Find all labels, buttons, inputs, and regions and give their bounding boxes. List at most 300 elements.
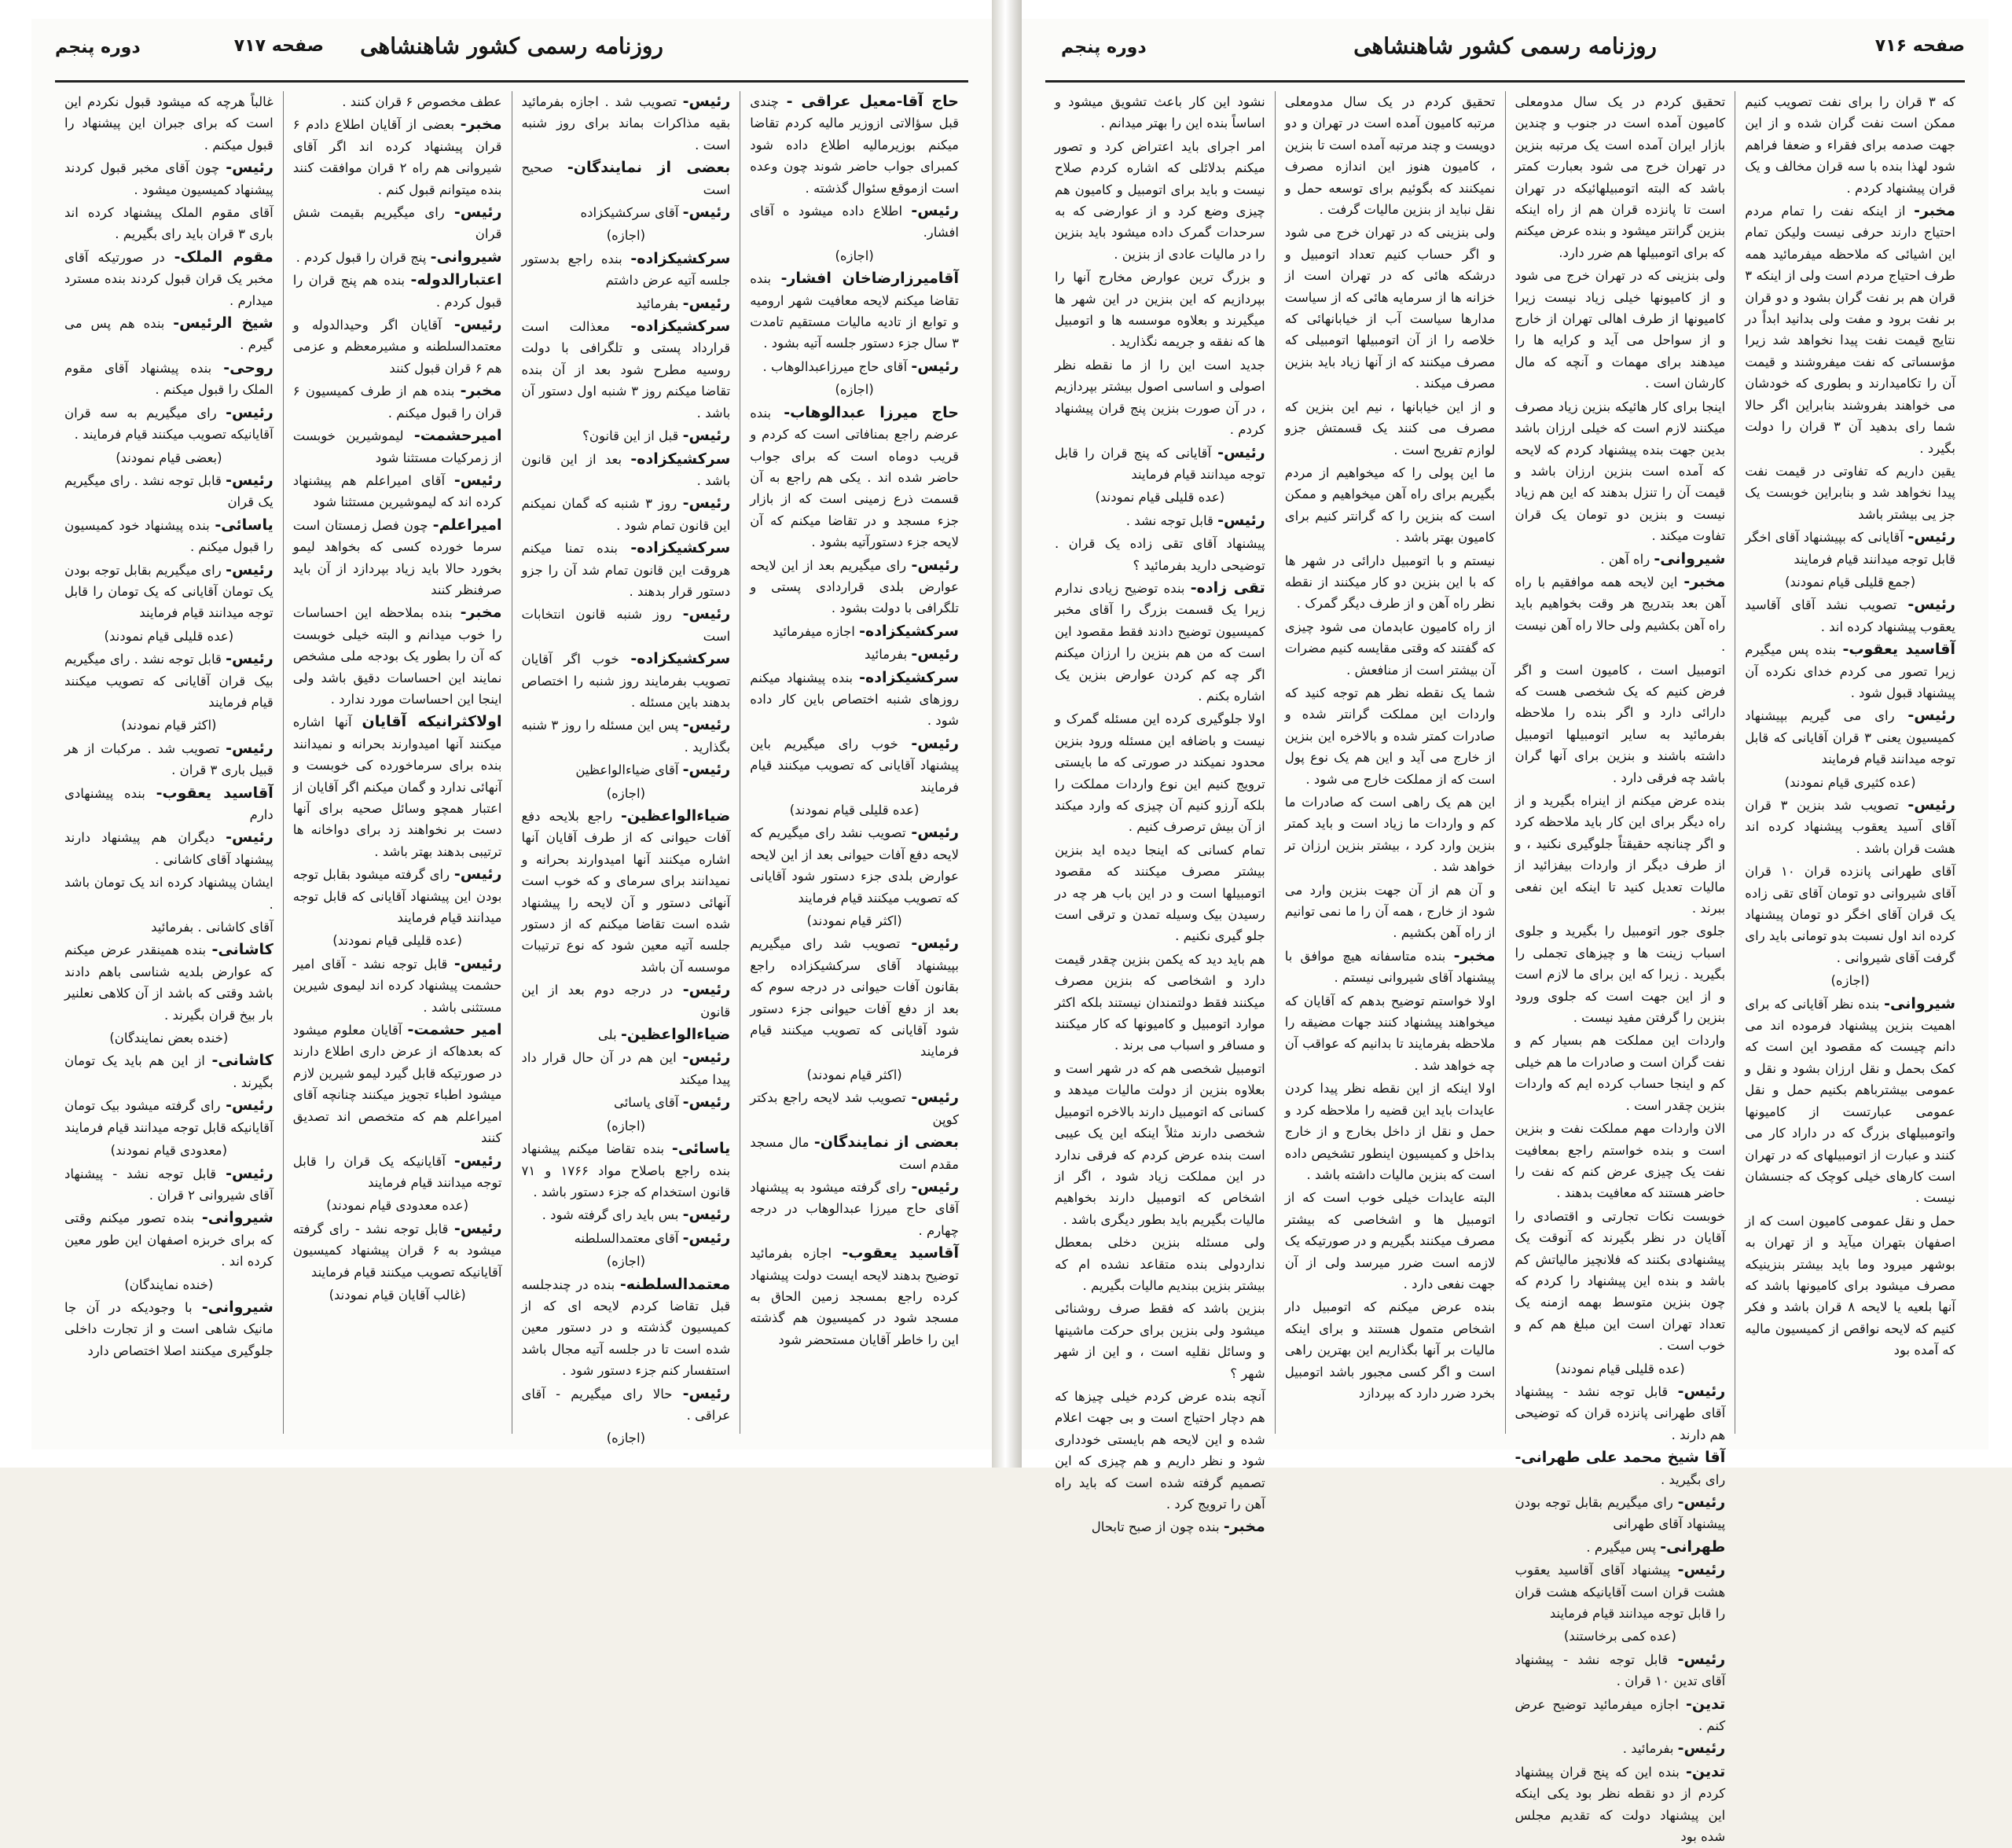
stage-note: (اجازه) <box>835 382 874 398</box>
paragraph <box>293 470 502 513</box>
stage-note: (عده قلیلی قیام نمودند) <box>1555 1361 1685 1376</box>
speech-text: بنده تقاضا میکنم لایحه معافیت شهر ارومیه و توابع از تادیه مالیات مستقیم تامدت ۳ سال جزء دستور جلسه آتیه بشود . <box>750 271 959 351</box>
speaker-name: تقی زاده- <box>1190 579 1265 597</box>
speech-text: این هم در آن حال قرار داد پیدا میکند <box>521 1050 731 1087</box>
speech-text: بنده نظر آقایانی که برای اهمیت بنزین پیشنهاد فرموده اند می دانم چیست که مقصود این است که کمک بحمل و نقل ارزان بشود و نقل و عمومی بیشترباهم بکنیم حمل و نقل عمومی عبارتست از کامیونها واتومبیلهای بزرگ که در داراد کار می کنند و عبارت از اتومبیلهای که در تهران است کارهای خیلی کوچک که جنسشان نیست . <box>1745 996 1955 1206</box>
paragraph <box>64 715 274 736</box>
stage-note: (اجازه) <box>606 1431 646 1446</box>
paragraph <box>1745 772 1955 793</box>
speaker-name: مخبر- <box>1914 202 1956 220</box>
speaker-name: رئیس- <box>453 954 502 972</box>
speaker-name: رئیس- <box>1677 1382 1726 1400</box>
speaker-name: رئیس- <box>226 1097 274 1115</box>
paragraph <box>1745 994 1955 1209</box>
stage-note: (اجازه) <box>606 1254 646 1269</box>
speaker-name: رئیس- <box>1677 1493 1726 1511</box>
paragraph <box>1285 792 1496 878</box>
speech-text: تحقیق کردم در یک سال مدومعلی کامیون آمده است در جنوب و چندین بازار ایران آمده است یک مرتبه بنزین در تهران خرج می شود بعبارت کمتر باشد که البته اتومبیلهائیکه در تهران است تا پانزده قران هم از راه اینکه بنزین گرانتر میشود و بنده عرض میکنم که برای اتومبیلها هم ضرر دارد. <box>1515 94 1726 260</box>
paragraph <box>1515 1030 1726 1116</box>
paragraph <box>522 248 731 292</box>
speech-text: آقای امیراعلم هم پیشنهاد کرده اند که لیموشیرین مستثنا شود <box>292 472 502 510</box>
speaker-name: رئیس- <box>453 1152 502 1170</box>
speech-text: عطف مخصوص ۶ قران کنند . <box>342 94 502 109</box>
speech-text: بنده عرض میکنم که اتومبیل دار اشخاص متمول هستند و برای اینکه مالیات بر آنها بگذاریم این بهترین راهی است و اگر کسی مجبور باشد اتومبیل بخرد ضرر دارد که بپردازد <box>1284 1299 1496 1401</box>
speaker-name: رئیس- <box>1907 707 1955 725</box>
speech-text: ولی بنزینی که در تهران خرج می شود و از کامیونها خیلی زیاد نیست زیرا کامیونها از طرف اهالی تهران از خارج و از سواحل می آید و کرایه ها را میدهند برای مهمات و آنچه که مال کارشان است . <box>1515 268 1726 391</box>
speech-text: پنج قران را قبول کردم . <box>296 249 427 265</box>
speaker-name: رئیس- <box>226 739 274 757</box>
speaker-name: آقاسید یعقوب- <box>1842 641 1956 659</box>
speech-text: پیشنهاد آقای آقاسید یعقوب هشت قران است آقایانیکه هشت قران را قابل توجه میدانند قیام فرمایند <box>1515 1563 1726 1622</box>
paragraph <box>1055 1232 1265 1296</box>
paragraph <box>64 1140 274 1161</box>
speech-text: بنده پس میگیرم زیرا تصور می کردم خدای نکرده آن پیشنهاد قبول شود . <box>1745 642 1955 700</box>
paragraph <box>64 1095 274 1138</box>
paragraph <box>1285 91 1496 220</box>
speech-text: چندی قبل سؤالاتی ازوزیر مالیه کردم تقاضا میکنم بوزیرمالیه اطلاع داده شود کمبرای جواب حاضر شوند چون وعده است ازموقع سئوال گذشته . <box>750 94 959 196</box>
paragraph <box>1055 708 1265 837</box>
paragraph <box>1515 920 1726 1028</box>
edition-label: دوره پنجم <box>1061 38 1147 57</box>
speech-text: پیشنهاد آقای تقی زاده یک قران . توضیحی دارید بفرمائید ؟ <box>1055 536 1265 573</box>
speech-text: تصویب نشد آقای آقاسید یعقوب پیشنهاد کرده اند . <box>1745 597 1955 634</box>
speech-text: نیستم و با اتومبیل دارائی در شهر ها که با این بنزین دو کار میکنند از نقطه نظر راه آهن و از طرف دیگر گمرک . <box>1284 553 1496 612</box>
speaker-name: رئیس- <box>911 1089 959 1107</box>
speech-text: بنده تصور میکنم وقتی که برای خربزه اصفهان این طور معین کرده اند . <box>64 1211 274 1269</box>
paragraph <box>750 200 959 244</box>
speech-text: آنها اشاره میکنند آنها امیدوارند بحرانه و نمیدانند بنده برای سرماخورده کی خوبست و آنهائی ندارد و گمان میکنم اگر آقایان از اعتبار همچو وسائل صحیه برای آنها دست بر نخواهند زد برای دواخانه ها ترتیبی بدهند بهتر باشد . <box>292 715 502 859</box>
paragraph <box>750 379 959 400</box>
speech-text: قابل توجه نشد - پیشنهاد آقای تدین ۱۰ قران . <box>1515 1651 1726 1689</box>
speaker-name: مخبر- <box>460 604 502 622</box>
paragraph <box>522 157 731 200</box>
paragraph <box>522 449 731 492</box>
paragraph <box>64 1297 274 1361</box>
speech-text: هم باید دید که یکمن بنزین چقدر قیمت دارد و اشخاصی که بنزین مصرف میکنند فقط دولتمندان نیستند بلکه اکثر موارد اتومبیل و کامیونها که کار میکنند و مسافر و اسباب می برند . <box>1055 951 1265 1053</box>
paragraph <box>522 806 731 978</box>
speech-text: از این هم باید یک تومان بگیرند . <box>64 1053 274 1090</box>
paragraph <box>750 822 959 909</box>
speaker-name: رئیس- <box>226 560 274 579</box>
speaker-name: رئیس- <box>911 734 959 752</box>
paragraph <box>64 1207 274 1272</box>
speaker-name: رئیس- <box>682 427 731 445</box>
paragraph <box>1285 1187 1496 1295</box>
right-page <box>1022 19 1988 1845</box>
speaker-name: رئیس- <box>682 1093 731 1111</box>
paragraph <box>750 245 959 266</box>
paragraph <box>750 1132 959 1175</box>
speaker-name: امیرحشمت- <box>413 427 502 445</box>
speech-text: بنده پیشنهاد خود کمیسیون را قبول میکنم . <box>64 517 274 555</box>
speaker-name: رئیس- <box>226 828 274 847</box>
speech-text: اینجا برای کار هائیکه بنزین زیاد مصرف میکنند لازم است که خیلی ارزان باشد بدین جهت بنده پیشنهاد کردم که لایحه که آمده است بنزین ارزان باشد و قیمت آن را تنزل بدهند که این هم زیاد نیست و بنزین دو تومان یک قران تفاوت میکند . <box>1515 399 1726 544</box>
stage-note: (اکثر قیام نمودند) <box>121 718 217 733</box>
speech-text: بفرمائید <box>865 647 908 663</box>
stage-note: (عده معدودی قیام نمودند) <box>326 1198 469 1214</box>
paragraph <box>522 1427 731 1449</box>
speaker-name: رئیس- <box>682 1229 731 1247</box>
speech-text: اجازه میفرمائید <box>772 623 855 639</box>
paragraph <box>64 1050 274 1093</box>
paragraph <box>1515 1118 1726 1204</box>
stage-note: (بعضی قیام نمودند) <box>116 450 222 465</box>
paragraph <box>522 1251 731 1272</box>
speech-text: رای گرفته میشود بیک تومان آقایانیکه قابل توجه میدانند قیام فرمایند <box>64 1098 274 1135</box>
speaker-name: آقاسید یعقوب- <box>842 1244 959 1262</box>
paragraph <box>293 602 502 710</box>
stage-note: (عده قلیلی قیام نمودند) <box>332 933 462 949</box>
speaker-name: رئیس- <box>226 159 274 177</box>
paragraph <box>750 667 959 732</box>
speech-text: تصویب شد بنزین ۳ قران آقای آسید یعقوب پیشنهاد کرده اند هشت قران باشد . <box>1745 798 1955 856</box>
speech-text: آقای ضیاءالواعظین <box>575 762 679 778</box>
paragraph <box>522 715 731 758</box>
paragraph <box>750 1243 959 1350</box>
paragraph <box>1745 970 1955 991</box>
paragraph <box>522 604 731 647</box>
speaker-name: رئیس- <box>1217 443 1265 461</box>
paragraph <box>1055 91 1265 134</box>
paragraph <box>293 425 502 468</box>
speech-text: قابل توجه نشد - پیشنهاد آقای طهرانی پانزده قران که توضیحی هم دارند . <box>1515 1383 1726 1442</box>
speech-text: تصویب نشد رای میگیریم که لایحه دفع آفات حیوانی بعد از این لایحه عوارض بلدی جزء دستور شود آقایانی که تصویب میکنند قیام فرمایند <box>750 825 959 906</box>
speech-text: ولی مسئله بنزین دخلی بمعطل نداردولی بنده متقاعد نشده ام که بیشتر بنزین ببندیم مالیات بگیریم . <box>1055 1235 1265 1293</box>
paragraph <box>750 733 959 798</box>
speaker-name: رئیس- <box>682 1206 731 1224</box>
paragraph <box>1515 549 1726 570</box>
paragraph <box>64 648 274 713</box>
text-column <box>1045 91 1275 1536</box>
paragraph <box>750 356 959 377</box>
speech-text: لیموشیرین خوبست از زمرکیات مستثنا شود <box>292 428 502 465</box>
speech-text: بفرمائید . <box>1622 1741 1674 1757</box>
paragraph <box>522 759 731 781</box>
paragraph <box>1055 487 1265 508</box>
paragraph <box>1055 1516 1265 1538</box>
speech-text: آقایان اگر وحیدالدوله و معتمدالسلطنه و مشیرمعظم و عزمی هم ۶ قران قبول کنند <box>292 318 502 376</box>
paragraph <box>1285 880 1496 944</box>
speaker-name: رئیس- <box>453 471 502 489</box>
page-header <box>1045 27 1965 82</box>
newspaper-title: روزنامه رسمی کشور شاهنشاهی <box>1353 33 1657 59</box>
paragraph <box>293 202 502 245</box>
paragraph <box>1745 594 1955 637</box>
paragraph <box>64 91 274 156</box>
text-column <box>283 91 512 1434</box>
paragraph <box>293 1195 502 1216</box>
paragraph <box>1055 949 1265 1056</box>
paragraph <box>522 493 731 536</box>
paragraph <box>1515 659 1726 788</box>
speech-text: بنده تمنا میکنم هروقت این قانون تمام شد آن را جزو دستور قرار بدهند . <box>521 541 731 599</box>
paragraph <box>293 247 502 268</box>
speaker-name: رئیس- <box>911 935 959 953</box>
speaker-name: رئیس- <box>682 93 731 110</box>
speech-text: روز ۳ شنبه که گمان نمیکنم این قانون تمام شود . <box>521 496 731 533</box>
speaker-name: امیراعلم- <box>432 516 502 534</box>
speaker-name: کاشانی- <box>211 941 274 959</box>
paragraph <box>64 402 274 446</box>
speaker-name: رئیس- <box>682 1384 731 1402</box>
paragraph <box>1055 839 1265 947</box>
paragraph <box>64 470 274 513</box>
speech-text: رای میگیریم بقیمت شش قران <box>292 205 502 242</box>
edition-label: دوره پنجم <box>55 38 141 57</box>
stage-note: (عده قلیلی قیام نمودند) <box>104 628 234 644</box>
speech-text: پس این مسئله را روز ۳ شنبه بگذارید . <box>521 718 731 755</box>
paragraph <box>750 910 959 931</box>
speech-text: آقای حاج میرزاعبدالوهاب . <box>762 358 908 374</box>
speech-text: بنده تقاضا میکنم پیشنهاد بنده راجع باصلاح مواد ۱۷۶۶ و ۷۱ قانون استخدام که جزء دستور باشد . <box>521 1141 731 1200</box>
speech-text: آقای طهرانی پانزده قران ۱۰ قران آقای شیروانی دو تومان آقای تقی زاده یک قران آقای اخگر دو تومان پیشنهاد کرده اند اول نسبت بدو تومانی باید رای گرفت آقای شیروانی . <box>1745 864 1955 965</box>
paragraph <box>1285 990 1496 1077</box>
paragraph <box>1055 510 1265 531</box>
paragraph <box>293 1284 502 1306</box>
paragraph <box>64 313 274 356</box>
speaker-name: حاج آقا-معیل عراقی - <box>786 93 959 110</box>
speaker-name: رئیس- <box>682 294 731 312</box>
speech-text: بنده پیشنهادی دارم <box>64 785 274 822</box>
speaker-name: سرکشیکزاده- <box>630 539 731 557</box>
speech-text: رای میگیریم بقابل توجه بودن پیشنهاد آقای طهرانی <box>1515 1495 1726 1532</box>
text-column <box>1735 91 1965 1434</box>
speaker-name: حاج میرزا عبدالوهاب- <box>784 403 959 421</box>
speaker-name: رئیس- <box>453 865 502 884</box>
speech-text: رای میگیریم بقابل توجه بودن یک تومان آقایانی که یک تومان را قابل توجه میدانند قیام فرمایند <box>64 562 274 621</box>
paragraph <box>1515 1358 1726 1380</box>
paragraph <box>522 1092 731 1113</box>
speech-text: بنده همینقدر عرض میکنم که عوارض بلدیه شناسی باهم دادند باشد وقتی که باشد از آن کلاهی نعلنیر بار بیخ قران بگیرند . <box>64 942 274 1023</box>
speech-text: قابل توجه نشد . رای میگیریم بیک قران آقایانی که تصویب میکنند قیام فرمایند <box>64 652 274 710</box>
speech-text: بنده متاسفانه هیچ موافق با پیشنهاد آقای شیروانی نیستم . <box>1284 948 1496 986</box>
speech-text: خوب رای میگیریم باین پیشنهاد آقایانی که تصویب میکنند قیام فرمایند <box>750 736 959 795</box>
speaker-name: اعتبارالدوله- <box>410 271 502 289</box>
speech-text: این هم یک راهی است که صادرات ما کم و واردات ما زیاد است و باید کمتر بنزین وارد کرد ، بیشتر بنزین ارزان تر خواهد شد . <box>1284 795 1496 875</box>
speaker-name: آقا شیخ محمد علی طهرانی- <box>1515 1449 1726 1467</box>
stage-note: (عده قلیلی قیام نمودند) <box>1095 490 1225 505</box>
speaker-name: تدین- <box>1686 1762 1726 1780</box>
speech-text: الان واردات مهم مملکت نفت و بنزین است و بنده خواستم راجع بمعافیت نفت یک چیزی عرض کنم که نفت را حاضر هستند که معافیت بدهند . <box>1515 1121 1726 1201</box>
paragraph <box>750 933 959 1062</box>
paragraph <box>1745 705 1955 770</box>
speech-text: با وجودیکه در آن جا مانیک شاهی است و از تجارت داخلی جلوگیری میکنند اصلا اختصاص دارد <box>64 1299 274 1358</box>
paragraph <box>750 621 959 642</box>
speech-text: بنده هم پنج قران را قبول کردم . <box>292 273 502 310</box>
paragraph <box>1515 1206 1726 1357</box>
speech-text: آقای سرکشیکزاده <box>580 205 679 221</box>
text-column <box>512 91 740 1446</box>
speech-text: تمام کسانی که اینجا دیده اید بنزین بیشتر مصرف میکنند که مقصود اتومبیلها است و در این باب هر چه در رسیدن بیک وسیله تمدن و ترقی است جلو گیری نکنیم . <box>1055 842 1265 944</box>
speaker-name: رئیس- <box>226 650 274 668</box>
paragraph <box>522 783 731 804</box>
speech-text: بعضی از آقایان اطلاع دادم ۶ قران پیشنهاد کرده اند اگر آقای شیروانی هم راه ۲ قران موافقت کنند بنده میتوانم قبول کنم . <box>292 117 502 197</box>
paragraph <box>64 827 274 870</box>
speech-text: قابل توجه نشد . <box>1125 513 1213 528</box>
paragraph <box>293 270 502 313</box>
speaker-name: رئیس- <box>1217 511 1265 529</box>
paragraph <box>1285 462 1496 549</box>
speech-text: ما این پولی را که میخواهیم از مردم بگیریم برای راه آهن میخواهیم و ممکن است که بنزین را که گرانتر کنیم برای کامیون بهتر باشد . <box>1284 465 1496 546</box>
speaker-name: رئیس- <box>226 471 274 489</box>
paragraph <box>1515 790 1726 919</box>
paragraph <box>64 1027 274 1049</box>
paragraph <box>1055 136 1265 265</box>
speaker-name: تدین- <box>1686 1695 1726 1713</box>
paragraph <box>750 799 959 821</box>
paragraph <box>1285 1296 1496 1404</box>
page-number: صفحه ۷۱۶ <box>1874 36 1965 56</box>
speaker-name: سرکشیکزاده- <box>630 318 731 336</box>
paragraph <box>64 157 274 200</box>
paragraph <box>522 538 731 602</box>
speech-text: دیگران هم پیشنهاد دارند پیشنهاد آقای کاشانی . <box>64 830 274 867</box>
speech-text: اجازه میفرمائید توضیح عرض کنم . <box>1515 1696 1726 1734</box>
speech-text: رای گرفته میشود بقابل توجه بودن این پیشنهاد آقایانی که قابل توجه میدانند قیام فرمایند <box>292 867 502 926</box>
speech-text: آقایان معلوم میشود که بعدهاکه از عرض داری اطلاع دارند در صورتیکه قابل گیرد لیمو شیرین لازم میشود اطباء تجویز میکنند چنانچه آقای امیراعلم هم که متخصص اند تصدیق کنند <box>292 1023 502 1146</box>
stage-note: (خنده بعض نمایندگان) <box>109 1031 229 1046</box>
paragraph <box>750 555 959 619</box>
book-gutter <box>992 0 1022 1468</box>
speech-text: رای میگیریم به سه قران آقایانیکه تصویب میکنند قیام فرمایند . <box>64 405 274 443</box>
speech-text: آقایانی که پنج قران را قابل توجه میدانند قیام فرمایند <box>1055 445 1265 482</box>
speech-text: خوبست نکات تجارتی و اقتصادی را آقایان در نظر بگیرند که آنوقت یک پیشنهادی بکنند که فلانچیز مالیاتش کم باشد و بنده این پیشنهاد را کردم که چون بنزین متوسط بهمه ازمنه یک تعداد تهران است این مبلغ هم کم و خوب است . <box>1515 1208 1726 1354</box>
speech-text: آقای کاشانی . بفرمائید <box>151 920 274 935</box>
speaker-name: رئیس- <box>226 1164 274 1182</box>
paragraph <box>750 1087 959 1130</box>
speaker-name: سرکشیکزاده- <box>630 249 731 267</box>
speaker-name: رئیس- <box>911 357 959 375</box>
speaker-name: رئیس- <box>1907 596 1955 614</box>
speaker-name: بعضی از نمایندگان- <box>813 1133 959 1152</box>
paragraph <box>522 648 731 713</box>
speaker-name: رئیس- <box>682 761 731 779</box>
page-header <box>55 27 968 82</box>
paragraph <box>1515 1381 1726 1446</box>
paragraph <box>522 1204 731 1225</box>
speech-text: بنده پیشنهاد میکنم روزهای شنبه اختصاص باین کار داده شود . <box>750 670 959 729</box>
paragraph <box>522 1024 731 1045</box>
speech-text: جدید است این را از ما نقطه نظر اصولی و اساسی اصول بیشتر بپردازیم ، در آن صورت بنزین پنج قران پیشنهاد کردم . <box>1055 357 1265 438</box>
speech-text: روز شنبه قانون انتخابات است <box>521 607 731 644</box>
speech-text: و از این خیابانها ، نیم این بنزین که مصرف می کنند یک قسمتش جزو لوازم تفریح است . <box>1284 399 1496 457</box>
paragraph <box>64 447 274 468</box>
paragraph <box>1055 1058 1265 1230</box>
paragraph <box>522 1228 731 1249</box>
paragraph <box>1515 1738 1726 1759</box>
paragraph <box>522 225 731 246</box>
page-number: صفحه ۷۱۷ <box>233 36 324 56</box>
speaker-name: یاسائی- <box>671 1140 731 1158</box>
speech-text: بنده توضیح زیادی ندارم زیرا یک قسمت بزرگ را آقای مخبر کمیسیون توضیح دادند فقط مقصود این است که من هم بنزین را ارزان میکنم اگر چه کم کردن عوارض بنزین یک اشاره بکنم . <box>1055 580 1265 704</box>
paragraph <box>750 91 959 199</box>
speech-text: تصویب شد . مرکبات از هر قبیل باری ۳ قران . <box>64 740 274 778</box>
speaker-name: مخبر- <box>460 382 502 400</box>
speech-text: اولا جلوگیری کرده این مسئله گمرک و نیست و باضافه این مسئله ورود بنزین محدود نمیکند در صورتی که ما بایستی ترویج کنیم این نوع واردات مملکت را بلکه آرزو کنیم آن چیزی که وارد میکند از آن بیش ترصرف کنیم . <box>1055 711 1265 835</box>
paragraph <box>1745 461 1955 525</box>
paragraph <box>293 953 502 1018</box>
speaker-name: شیروانی- <box>1654 549 1726 568</box>
paragraph <box>1055 1298 1265 1384</box>
speech-text: بفرمائید <box>636 296 679 311</box>
paragraph <box>1745 200 1955 459</box>
paragraph <box>1745 527 1955 570</box>
speech-text: تحقیق کردم در یک سال مدومعلی مرتبه کامیون آمده است در تهران و دو دویست و چند مرتبه آمده است تا بنزین ، کامیون هنوز این اندازه مصرف نمیکنند که بگوئیم برای توسعه حمل و نقل نباید از بنزین مالیات گرفت . <box>1284 94 1496 218</box>
speaker-name: رئیس- <box>682 494 731 513</box>
paragraph <box>522 1138 731 1203</box>
speech-text: بنده راجع بدستور جلسه آتیه عرض داشتم <box>521 251 731 288</box>
paragraph <box>1055 266 1265 353</box>
speech-text: یقین داریم که تفاوتی در قیمت نفت پیدا نخواهد شد و بنابراین خوبست یک جز یی بیشتر باشد <box>1745 463 1955 522</box>
speech-text: بنده پیشنهاد آقای مقوم الملک را قبول میکنم . <box>64 360 274 398</box>
speaker-name: رئیس- <box>682 1049 731 1067</box>
speech-text: بعد از این قانون باشد . <box>521 451 731 488</box>
speaker-name: سرکشیکزاده- <box>859 668 959 686</box>
speaker-name: رئیس- <box>453 1219 502 1237</box>
speech-text: حمل و نقل عمومی کامیون است که از اصفهان بتهران میآید و از تهران به بوشهر میرود وما باید بیشتر بنزینیکه مصرف میشود برای کامیونها باشد که آنها بلعیه یا لایحه ۸ قران باشد و فکر کنیم که لایحه نواقص از کمیسیون مالیه که آمده بود <box>1745 1213 1955 1358</box>
speech-text: بنده هم از طرف کمیسیون ۶ قران را قبول میکنم . <box>292 384 502 421</box>
speech-text: آقای معتمدالسلطنه <box>574 1230 679 1246</box>
paragraph <box>522 1383 731 1427</box>
speech-text: اجازه بفرمائید توضیح بدهند لایحه ایست دولت پیشنهاد کرده راجع بمسجد زمین الحاق به مسجد شود در کمیسیون هم گذشته این را خاطر آقایان مستحضر شود <box>750 1246 959 1347</box>
speech-text: اولا خواستم توضیح بدهم که آقایان که میخواهند پیشنهاد کنند جهات مضیقه را ملاحظه بفرمایند تا بدانیم که عواقب آن چه خواهد شد . <box>1284 993 1496 1073</box>
left-page <box>31 19 992 1449</box>
speaker-name: مخبر- <box>1683 572 1726 590</box>
paragraph <box>1055 355 1265 441</box>
speaker-name: آقاسید یعقوب- <box>156 784 274 802</box>
speech-text: قابل توجه نشد - آقای امیر حشمت پیشنهاد کرده اند لیموی شیرین مستثنی باشد . <box>292 956 502 1015</box>
paragraph <box>293 380 502 424</box>
header-rule <box>55 80 968 83</box>
paragraph <box>293 1020 502 1148</box>
paragraph <box>1515 91 1726 263</box>
speech-text: رای گرفته میشود به پیشنهاد آقای حاج میرزا عبدالوهاب در درجه چهارم . <box>750 1179 959 1238</box>
paragraph <box>750 1177 959 1241</box>
paragraph <box>1055 578 1265 707</box>
speaker-name: اولاکثرانیکه آقایان <box>362 713 502 731</box>
speech-text: بنده در چندجلسه قبل تقاضا کردم لایحه ای که از کمیسیون گذشته و در دستور معین شده است تا در جلسه آتیه مجال باشد استفسار کنم جزء دستور شود . <box>521 1277 731 1379</box>
speaker-name: شیروانی- <box>430 248 502 266</box>
paragraph <box>1285 396 1496 461</box>
speech-text: آنچه بنده عرض کردم خیلی چیزها که هم دچار احتیاج است و بی جهت اعلام شده و این لایحه هم بایستی خودداری شود و نظر داریم و هم چیزی که این تصمیم گرفته شده است که باید راه آهن را ترویج کرد . <box>1055 1388 1265 1512</box>
speaker-name: رئیس- <box>682 204 731 222</box>
speaker-name: رئیس- <box>911 645 959 663</box>
paragraph <box>1515 1537 1726 1558</box>
speaker-name: رئیس- <box>1907 796 1955 814</box>
speech-text: تصویب شد لایحه راجع بدکتر کوپن <box>750 1090 959 1127</box>
speech-text: بنده بملاحظه این احساسات را خوب میدانم و البته خیلی خوبست که آن را بطور یک بودجه ملی مشخص نمایند این احساسات دقیق باشد ولی اینجا این احساسات مورد ندارد . <box>292 605 502 707</box>
paragraph <box>522 1115 731 1137</box>
speech-text: رای بگیرید . <box>1661 1471 1726 1487</box>
speech-text: راه آهن . <box>1600 551 1650 567</box>
speech-text: تصویب شد رای میگیریم بپیشنهاد آقای سرکشیکزاده راجع بقانون آفات حیوانی در درجه سوم که بعد از دفع آفات حیوانی جزء دستور شود آقایانی که تصویب میکنند قیام فرمایند <box>750 936 959 1060</box>
speaker-name: معتمدالسلطنه- <box>619 1275 731 1293</box>
speech-text: پس میگیرم . <box>1586 1539 1656 1555</box>
paragraph <box>750 1064 959 1086</box>
paragraph <box>1745 91 1955 199</box>
speaker-name: شیروانی- <box>201 1209 274 1227</box>
paragraph <box>1055 1386 1265 1515</box>
paragraph <box>1285 1078 1496 1185</box>
paragraph <box>522 1274 731 1382</box>
text-columns <box>55 91 968 1446</box>
speech-text: مال مسجد مقدم است <box>750 1135 959 1172</box>
speech-text: خوب اگر آقایان تصویب بفرمایند روز شنبه را اختصاص بدهند باین مسئله . <box>521 652 731 710</box>
paragraph <box>1515 1447 1726 1490</box>
speaker-name: رئیس- <box>682 605 731 623</box>
paragraph <box>522 979 731 1023</box>
speech-text: واردات این مملکت هم بسیار کم و نفت گران است و صادرات ما هم خیلی کم و اینجا حساب کرده ایم که واردات بنزین چقدر است . <box>1515 1033 1726 1113</box>
